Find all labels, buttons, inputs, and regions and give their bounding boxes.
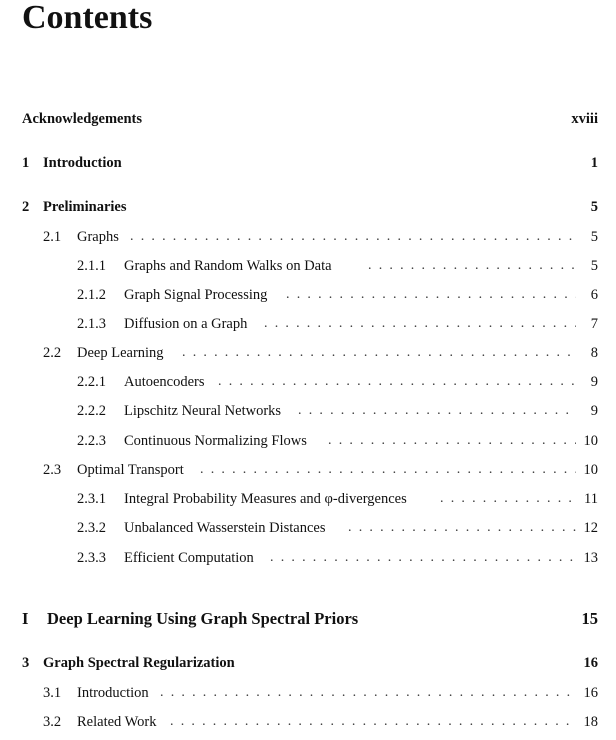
toc-label: Autoencoders <box>124 374 205 390</box>
toc-page: 9 <box>590 374 598 390</box>
toc-leader-dots <box>286 285 576 305</box>
toc-page: 13 <box>583 550 598 566</box>
toc-label: Graphs and Random Walks on Data <box>124 258 332 274</box>
toc-entry-subsection-2-3-2[interactable] <box>0 518 616 538</box>
toc-page: 9 <box>590 403 598 419</box>
toc-page: 16 <box>583 685 598 701</box>
toc-label: Lipschitz Neural Networks <box>124 403 282 419</box>
toc-entry-section-2-1[interactable] <box>0 227 616 247</box>
toc-entry-section-2-3[interactable] <box>0 460 616 480</box>
toc-page: 6 <box>590 287 598 303</box>
toc-page: 5 <box>590 258 598 274</box>
toc-entry-subsection-2-3-1[interactable] <box>0 489 616 509</box>
toc-label: Acknowledgements <box>22 111 143 127</box>
toc-entry-subsection-2-1-3[interactable] <box>0 314 616 334</box>
toc-number: 2.3.1 <box>77 491 106 507</box>
toc-entry-subsection-2-3-3[interactable] <box>0 548 616 568</box>
toc-leader-dots <box>160 683 576 703</box>
toc-page: 18 <box>583 714 598 730</box>
toc-number: 3.2 <box>43 714 62 730</box>
toc-page: 5 <box>590 229 598 245</box>
toc-number: 2 <box>22 199 30 215</box>
toc-leader-dots <box>200 460 576 480</box>
toc-number: 1 <box>22 155 30 171</box>
toc-entry-acknowledgements[interactable] <box>0 109 616 129</box>
toc-number: 2.1 <box>43 229 62 245</box>
toc-leader-dots <box>440 489 576 509</box>
toc-label: Integral Probability Measures and φ-divergences <box>124 491 407 507</box>
toc-label: Unbalanced Wasserstein Distances <box>124 520 326 536</box>
toc-number: 2.2.2 <box>77 403 106 419</box>
toc-entry-part-1[interactable] <box>0 609 616 629</box>
toc-label: Related Work <box>77 714 157 730</box>
toc-label: Introduction <box>43 155 122 171</box>
toc-page: 7 <box>590 316 598 332</box>
toc-page: 12 <box>583 520 598 536</box>
toc-leader-dots <box>182 343 576 363</box>
toc-label: Graphs <box>77 229 119 245</box>
toc-page: xviii <box>571 111 598 127</box>
toc-label: Continuous Normalizing Flows <box>124 433 307 449</box>
toc-page: 5 <box>590 199 598 215</box>
toc-leader-dots <box>170 712 576 732</box>
toc-entry-chapter-3[interactable] <box>0 653 616 673</box>
toc-entry-section-3-1[interactable] <box>0 683 616 703</box>
toc-page: 1 <box>590 155 598 171</box>
toc-leader-dots <box>298 401 576 421</box>
toc-leader-dots <box>270 548 576 568</box>
toc-label: Efficient Computation <box>124 550 254 566</box>
toc-number: I <box>22 609 29 628</box>
toc-entry-subsection-2-2-2[interactable] <box>0 401 616 421</box>
toc-label: Diffusion on a Graph <box>124 316 248 332</box>
toc-entry-chapter-2[interactable] <box>0 197 616 217</box>
toc-page: 10 <box>583 462 598 478</box>
toc-page: 15 <box>581 609 598 628</box>
toc-label: Deep Learning <box>77 345 164 361</box>
toc-entry-section-2-2[interactable] <box>0 343 616 363</box>
toc-number: 2.1.3 <box>77 316 106 332</box>
toc-label: Graph Signal Processing <box>124 287 268 303</box>
toc-label: Preliminaries <box>43 199 127 215</box>
toc-number: 3.1 <box>43 685 62 701</box>
toc-entry-subsection-2-2-3[interactable] <box>0 431 616 451</box>
toc-label: Optimal Transport <box>77 462 184 478</box>
toc-label: Introduction <box>77 685 149 701</box>
toc-leader-dots <box>264 314 576 334</box>
toc-entry-subsection-2-2-1[interactable] <box>0 372 616 392</box>
toc-page: 8 <box>590 345 598 361</box>
toc-number: 2.3.2 <box>77 520 106 536</box>
toc-leader-dots <box>218 372 576 392</box>
toc-number: 2.2.1 <box>77 374 106 390</box>
toc-leader-dots <box>328 431 576 451</box>
toc-number: 2.1.1 <box>77 258 106 274</box>
toc-leader-dots <box>130 227 576 247</box>
toc-page: 16 <box>583 655 598 671</box>
page-title: Contents <box>22 0 153 36</box>
toc-leader-dots <box>348 518 576 538</box>
toc-page: 10 <box>583 433 598 449</box>
toc-number: 3 <box>22 655 30 671</box>
toc-number: 2.3 <box>43 462 62 478</box>
toc-number: 2.2.3 <box>77 433 106 449</box>
toc-label: Graph Spectral Regularization <box>43 655 235 671</box>
toc-entry-section-3-2[interactable] <box>0 712 616 732</box>
toc-page: 11 <box>584 491 598 507</box>
toc-number: 2.3.3 <box>77 550 106 566</box>
toc-label: Deep Learning Using Graph Spectral Priors <box>47 609 359 628</box>
toc-entry-subsection-2-1-1[interactable] <box>0 256 616 276</box>
toc-number: 2.2 <box>43 345 62 361</box>
toc-entry-chapter-1[interactable] <box>0 153 616 173</box>
toc-leader-dots <box>368 256 576 276</box>
toc-entry-subsection-2-1-2[interactable] <box>0 285 616 305</box>
toc-number: 2.1.2 <box>77 287 106 303</box>
